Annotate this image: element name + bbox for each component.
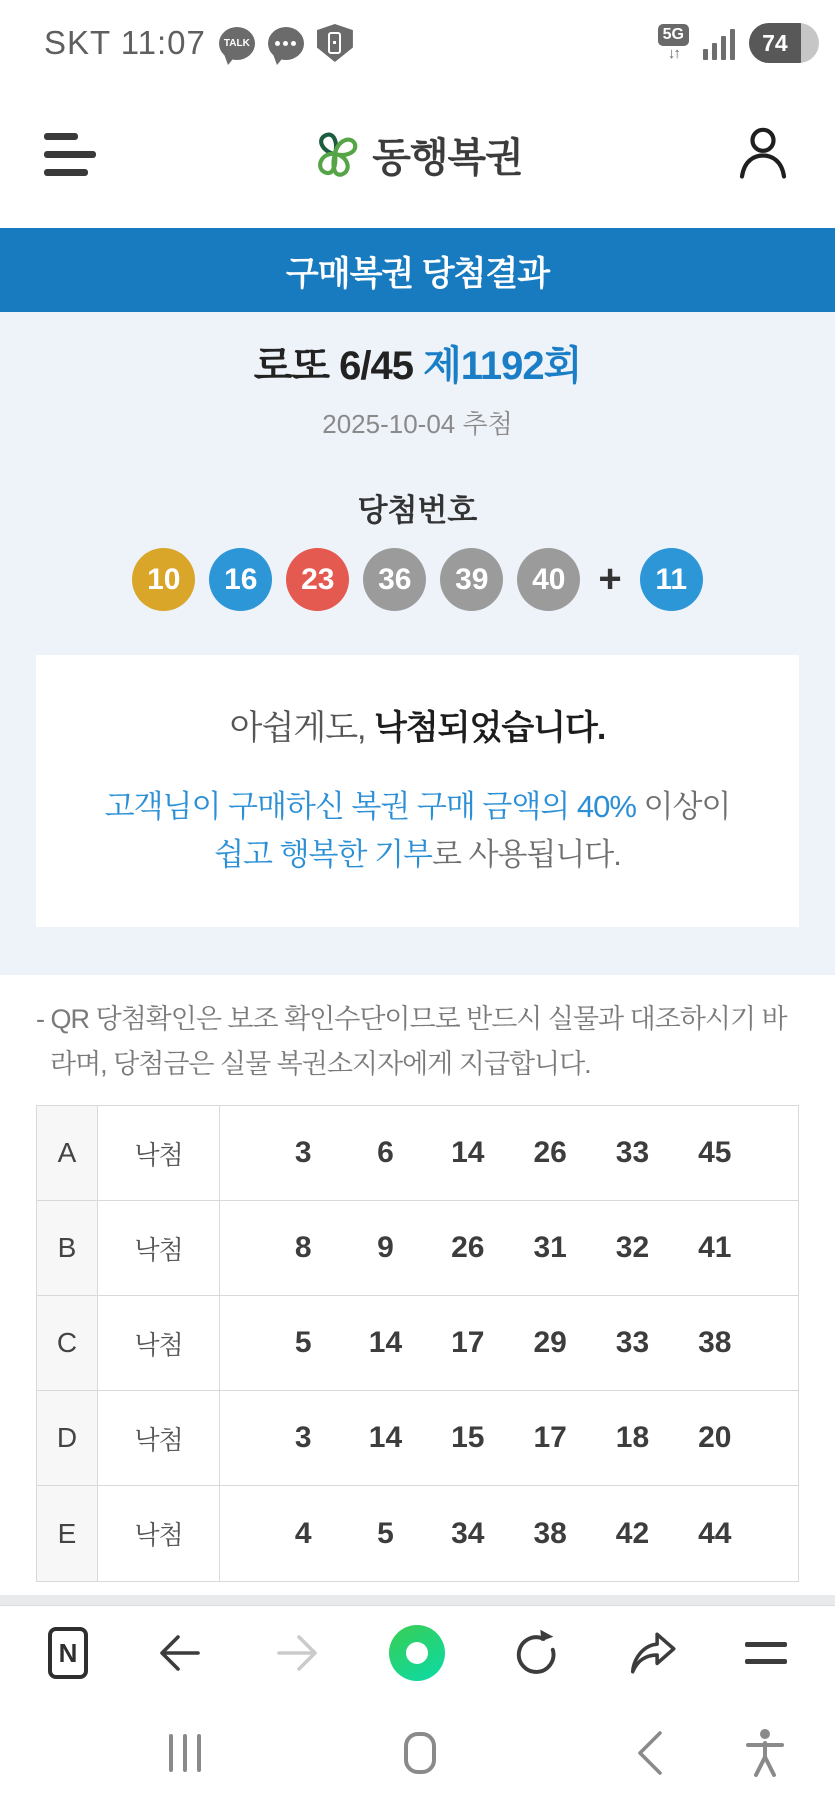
back-button[interactable]: [154, 1631, 206, 1675]
row-label: D: [37, 1391, 98, 1485]
phone-glyph: [328, 32, 341, 54]
person-icon: [735, 124, 791, 180]
result-headline-emphasis: 낙첨되었습니다.: [373, 709, 606, 747]
share-button[interactable]: [628, 1629, 680, 1677]
refresh-button[interactable]: [510, 1627, 562, 1679]
row-number: 45: [698, 1136, 732, 1169]
row-number: 34: [451, 1516, 485, 1550]
kakaotalk-notification-icon: [219, 27, 255, 60]
bonus-ball: 11: [640, 548, 703, 611]
donation-highlight: 쉽고 행복한 기부: [214, 837, 432, 872]
table-row: [37, 1106, 798, 1201]
battery-fill: [749, 23, 801, 63]
draw-date: 2025-10-04 추첨: [322, 409, 513, 439]
result-headline-prefix: 아쉽게도,: [229, 709, 374, 747]
donation-rest: 로 사용됩니다.: [431, 837, 621, 872]
lotto-ball: 40: [517, 548, 580, 611]
forward-button[interactable]: [271, 1631, 323, 1675]
row-numbers: [220, 1391, 798, 1485]
game-name: 로또 6/45: [253, 344, 414, 388]
winning-numbers-label: 당첨번호: [357, 493, 478, 528]
row-number: 6: [377, 1136, 394, 1169]
row-number: 3: [294, 1136, 312, 1169]
donation-highlight: 고객님이 구매하신 복권 구매 금액의 40%: [104, 789, 636, 824]
row-number: 3: [294, 1421, 312, 1454]
row-number: 38: [533, 1516, 567, 1550]
donation-message-line: [36, 783, 799, 831]
row-number: 18: [615, 1421, 650, 1454]
network-5g-icon: [658, 24, 689, 62]
row-status: 낙첨: [98, 1391, 220, 1485]
back-arrow-icon: [154, 1631, 206, 1675]
page-title: 구매복권 당첨결과: [285, 254, 550, 293]
row-label: E: [37, 1486, 98, 1581]
row-number: 32: [615, 1231, 650, 1264]
row-number: 33: [615, 1136, 650, 1169]
message-notification-icon: [268, 27, 304, 60]
refresh-icon: [510, 1627, 562, 1679]
accessibility-button[interactable]: [730, 1718, 800, 1788]
lotto-ball: 23: [286, 548, 349, 611]
table-row: [37, 1391, 798, 1486]
row-status: 낙첨: [98, 1106, 220, 1200]
app-title: 동행복권: [372, 135, 523, 180]
accessibility-person-icon: [743, 1727, 787, 1779]
status-right: [658, 23, 819, 63]
row-number: 33: [615, 1326, 650, 1359]
row-number: 5: [377, 1516, 394, 1550]
battery-percent-label: 74: [762, 29, 788, 56]
row-number: 17: [451, 1326, 485, 1359]
row-number: 4: [294, 1516, 312, 1550]
content-section: [0, 975, 835, 1595]
row-number: 44: [698, 1516, 732, 1550]
recent-apps-button[interactable]: [150, 1718, 220, 1788]
phone-security-icon: [317, 24, 353, 62]
recent-apps-icon: [169, 1734, 201, 1772]
section-divider: [0, 1595, 835, 1605]
row-label: B: [37, 1201, 98, 1295]
naver-button[interactable]: [48, 1627, 88, 1679]
donation-message-line: [36, 831, 799, 879]
status-bar: [0, 0, 835, 80]
kakaotalk-badge-label: TALK: [223, 37, 250, 49]
toolbar-menu-button[interactable]: [745, 1642, 787, 1664]
winning-balls-row: [0, 548, 835, 611]
system-navigation-bar: [0, 1700, 835, 1809]
profile-button[interactable]: [735, 124, 791, 185]
donation-rest: 이상이: [635, 789, 731, 824]
row-number: 20: [698, 1421, 732, 1454]
system-back-button[interactable]: [615, 1718, 685, 1788]
row-numbers: [220, 1106, 798, 1200]
app-logo[interactable]: [308, 126, 523, 183]
browser-toolbar: [0, 1605, 835, 1700]
row-label: C: [37, 1296, 98, 1390]
row-numbers: [220, 1201, 798, 1295]
home-icon: [404, 1732, 436, 1774]
back-chevron-icon: [633, 1728, 667, 1778]
message-dots: [275, 41, 296, 46]
round-number[interactable]: 제1192회: [423, 344, 582, 388]
status-left: [44, 24, 353, 62]
lotto-ball: 39: [440, 548, 503, 611]
donation-message: [36, 783, 799, 879]
row-status: 낙첨: [98, 1201, 220, 1295]
table-row: [37, 1201, 798, 1296]
home-donut-hole: [406, 1642, 428, 1664]
row-number: 38: [698, 1326, 732, 1359]
row-number: 26: [533, 1136, 567, 1169]
draw-section: [0, 312, 835, 975]
forward-arrow-icon: [271, 1631, 323, 1675]
carrier-time-label: SKT 11:07: [44, 24, 206, 61]
row-status: 낙첨: [98, 1296, 220, 1390]
row-number: 14: [451, 1136, 485, 1169]
row-number: 14: [368, 1421, 403, 1454]
app-header: [0, 80, 835, 228]
share-arrow-icon: [628, 1629, 680, 1677]
row-number: 17: [533, 1421, 567, 1454]
naver-icon: N: [48, 1627, 88, 1679]
row-number: 42: [615, 1516, 650, 1550]
hamburger-menu-button[interactable]: [44, 133, 96, 176]
row-number: 5: [294, 1326, 312, 1359]
table-row: [37, 1296, 798, 1391]
result-card: [36, 655, 799, 927]
battery-indicator: [749, 23, 819, 63]
signal-strength-icon: [703, 26, 735, 60]
row-numbers: [220, 1296, 798, 1390]
row-number: 41: [698, 1231, 732, 1264]
network-5g-badge: 5G: [658, 24, 689, 46]
row-number: 15: [451, 1421, 485, 1454]
clover-logo-icon: [308, 127, 362, 181]
results-table: [36, 1105, 799, 1582]
result-headline: [36, 700, 799, 749]
row-number: 26: [451, 1231, 485, 1264]
qr-notice-text: - QR 당첨확인은 보조 확인수단이므로 반드시 실물과 대조하시기 바라며, 당첨금은 실물 복권소지자에게 지급합니다.: [36, 1004, 787, 1079]
row-number: 8: [294, 1231, 312, 1264]
home-button[interactable]: [385, 1718, 455, 1788]
draw-title: [0, 342, 835, 390]
row-number: 29: [533, 1326, 567, 1359]
page-title-banner: [0, 228, 835, 312]
lotto-ball: 36: [363, 548, 426, 611]
lotto-ball: 16: [209, 548, 272, 611]
lotto-ball: 10: [132, 548, 195, 611]
row-number: 31: [533, 1231, 567, 1264]
row-label: A: [37, 1106, 98, 1200]
naver-home-button[interactable]: [389, 1625, 445, 1681]
row-status: 낙첨: [98, 1486, 220, 1581]
table-row: [37, 1486, 798, 1581]
row-number: 9: [377, 1231, 394, 1264]
row-number: 14: [368, 1326, 403, 1359]
row-numbers: [220, 1486, 798, 1581]
plus-sign: +: [598, 557, 622, 601]
network-arrows-icon: ↓↑: [667, 45, 679, 62]
